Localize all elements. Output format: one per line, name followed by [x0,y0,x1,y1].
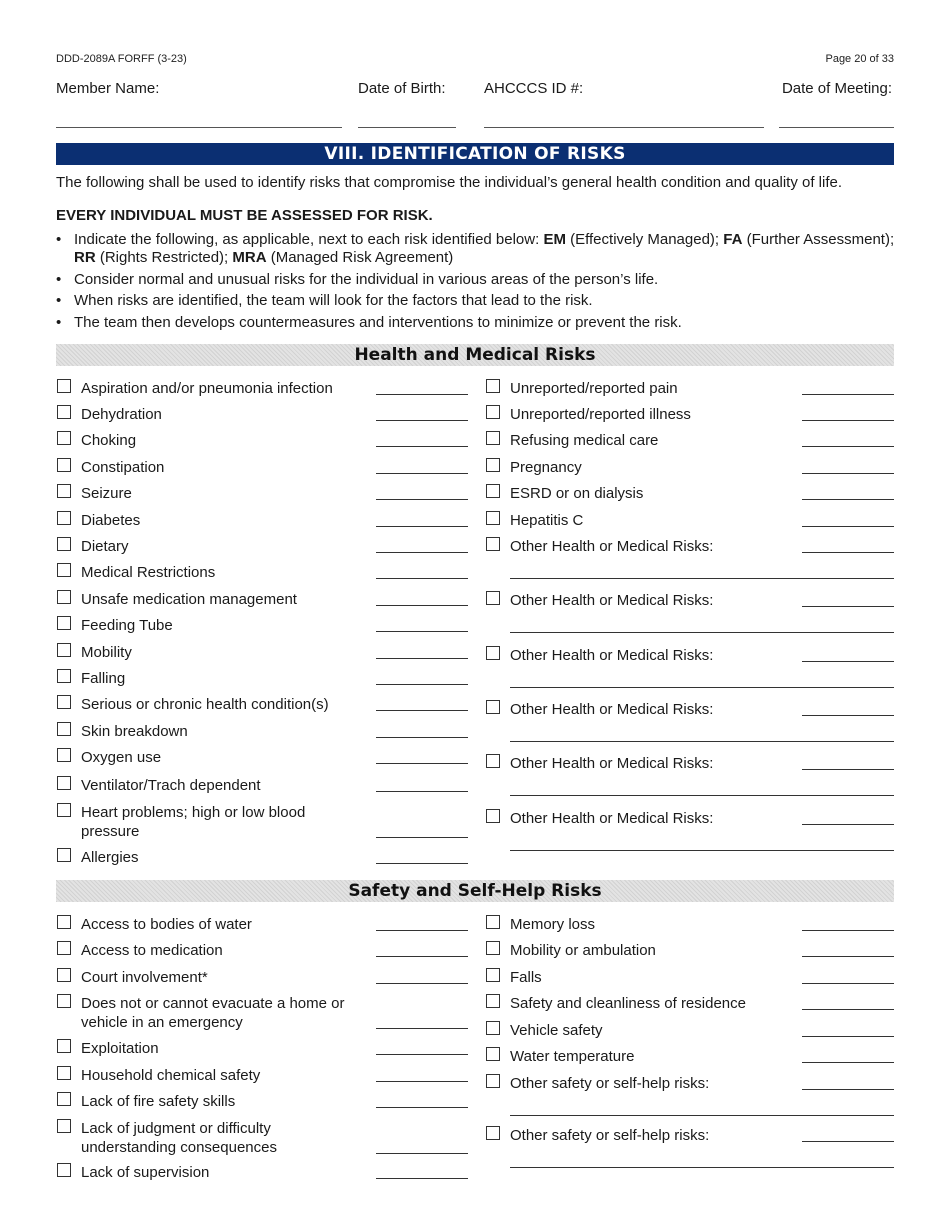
risk-status-field[interactable] [802,661,894,662]
safety-risk-label: Access to bodies of water [81,916,252,933]
checkbox[interactable] [57,1119,71,1133]
risk-status-field[interactable] [376,526,468,527]
checkbox[interactable] [486,700,500,714]
checkbox[interactable] [57,748,71,762]
checkbox[interactable] [486,1126,500,1140]
safety-risk-label: Mobility or ambulation [510,942,656,959]
health-risk-label: Feeding Tube [81,617,173,634]
health-risk-label: Other Health or Medical Risks: [510,755,714,772]
checkbox[interactable] [57,563,71,577]
risk-status-field[interactable] [802,473,894,474]
safety-risk-label: Does not or cannot evacuate a home or vehicle in an emergency [81,995,345,1031]
meeting-date-label: Date of Meeting: [781,80,892,97]
risk-status-field[interactable] [376,420,468,421]
health-risk-label: Other Health or Medical Risks: [510,701,714,718]
risk-status-field[interactable] [376,658,468,659]
safety-risk-label: Memory loss [510,916,596,933]
health-risk-label: Unsafe medication management [81,591,297,608]
risk-status-field[interactable] [802,930,894,931]
checkbox[interactable] [486,511,500,525]
checkbox[interactable] [486,431,500,445]
safety-risk-label: Lack of supervision [81,1164,210,1181]
risk-status-field[interactable] [802,499,894,500]
health-risk-label: Other Health or Medical Risks: [510,810,714,827]
safety-risk-label: Other safety or self-help risks: [510,1127,710,1144]
risk-status-field[interactable] [376,1178,468,1179]
checkbox[interactable] [486,1074,500,1088]
risk-status-field[interactable] [376,956,468,957]
checkbox[interactable] [57,1039,71,1053]
risk-status-field[interactable] [376,837,468,838]
safety-risk-label: Safety and cleanliness of residence [510,995,746,1012]
other-risk-description-field[interactable] [510,1167,894,1168]
checkbox[interactable] [486,968,500,982]
health-risk-label: Medical Restrictions [81,564,216,581]
member-name-field[interactable] [56,127,342,128]
health-risk-label: Dietary [81,538,129,555]
checkbox[interactable] [57,968,71,982]
checkbox[interactable] [486,537,500,551]
safety-risk-label: Court involvement* [81,969,208,986]
health-risk-label: Unreported/reported illness [510,406,691,423]
checkbox[interactable] [57,379,71,393]
health-risk-label: Constipation [81,459,165,476]
checkbox[interactable] [486,1047,500,1061]
health-risk-label: Serious or chronic health condition(s) [81,696,329,713]
health-risk-label: Diabetes [81,512,141,529]
safety-risk-label: Lack of fire safety skills [81,1093,236,1110]
ahcccs-label: AHCCCS ID #: [484,80,584,97]
member-name-label: Member Name: [56,80,160,97]
risk-status-field[interactable] [376,737,468,738]
risk-status-field[interactable] [802,956,894,957]
instructions-list [56,231,896,335]
checkbox[interactable] [57,590,71,604]
checkbox[interactable] [57,1066,71,1080]
health-risk-label: Oxygen use [81,749,162,766]
risk-status-field[interactable] [802,1062,894,1063]
other-risk-description-field[interactable] [510,741,894,742]
safety-risks-heading: Safety and Self-Help Risks [56,880,894,902]
risk-status-field[interactable] [802,394,894,395]
form-id: DDD-2089A FORFF (3-23) [56,53,187,65]
checkbox[interactable] [486,379,500,393]
checkbox[interactable] [57,537,71,551]
health-risk-label: Refusing medical care [510,432,659,449]
health-risk-label: Pregnancy [510,459,582,476]
must-assess-heading: EVERY INDIVIDUAL MUST BE ASSESSED FOR RISK. [56,207,433,224]
checkbox[interactable] [57,431,71,445]
instruction-item: • The team then develops countermeasures and interventions to minimize or prevent the risk. [56,314,896,332]
checkbox[interactable] [57,941,71,955]
checkbox[interactable] [57,484,71,498]
risk-status-field[interactable] [376,1054,468,1055]
health-risk-label: Falling [81,670,126,687]
checkbox[interactable] [486,484,500,498]
instruction-item: • Consider normal and unusual risks for the individual in various areas of the person’s life. [56,271,896,289]
health-risks-heading: Health and Medical Risks [56,344,894,366]
risk-status-field[interactable] [376,605,468,606]
health-risk-label: Allergies [81,849,139,866]
health-risk-label: Other Health or Medical Risks: [510,538,714,555]
ahcccs-field[interactable] [484,127,764,128]
risk-status-field[interactable] [802,715,894,716]
risk-status-field[interactable] [376,684,468,685]
risk-status-field[interactable] [376,791,468,792]
instruction-item: • Indicate the following, as applicable, next to each risk identified below: EM (Effectively Managed); FA (Further Assessment); RR (Rights Restricted); MRA (Managed Risk Agreement) [56,231,896,267]
checkbox[interactable] [486,994,500,1008]
risk-status-field[interactable] [802,983,894,984]
risk-status-field[interactable] [376,983,468,984]
risk-status-field[interactable] [802,446,894,447]
risk-status-field[interactable] [802,1141,894,1142]
checkbox[interactable] [57,1163,71,1177]
other-risk-description-field[interactable] [510,850,894,851]
risk-status-field[interactable] [376,1153,468,1154]
risk-status-field[interactable] [802,526,894,527]
health-risk-label: Heart problems; high or low blood pressure [81,804,306,840]
checkbox[interactable] [486,809,500,823]
meeting-date-field[interactable] [779,127,894,128]
health-risk-label: Skin breakdown [81,723,188,740]
checkbox[interactable] [486,591,500,605]
health-risk-label: ESRD or on dialysis [510,485,644,502]
risk-status-field[interactable] [802,1089,894,1090]
risk-status-field[interactable] [802,1009,894,1010]
safety-risk-label: Access to medication [81,942,223,959]
risk-status-field[interactable] [376,710,468,711]
risk-status-field[interactable] [376,578,468,579]
checkbox[interactable] [57,994,71,1008]
other-risk-description-field[interactable] [510,795,894,796]
safety-risk-label: Falls [510,969,542,986]
checkbox[interactable] [57,776,71,790]
checkbox[interactable] [486,1021,500,1035]
safety-risk-label: Vehicle safety [510,1022,603,1039]
checkbox[interactable] [57,669,71,683]
risk-status-field[interactable] [802,420,894,421]
intro-text: The following shall be used to identify risks that compromise the individual’s general health condition and quality of life. [56,174,843,191]
risk-status-field[interactable] [802,552,894,553]
checkbox[interactable] [57,405,71,419]
other-risk-description-field[interactable] [510,1115,894,1116]
health-risk-label: Ventilator/Trach dependent [81,777,261,794]
checkbox[interactable] [486,646,500,660]
risk-status-field[interactable] [802,606,894,607]
section-title: VIII. IDENTIFICATION OF RISKS [56,143,894,165]
health-risk-label: Dehydration [81,406,162,423]
health-risk-label: Aspiration and/or pneumonia infection [81,380,333,397]
instruction-item: • When risks are identified, the team will look for the factors that lead to the risk. [56,292,896,310]
health-risk-label: Mobility [81,644,132,661]
risk-status-field[interactable] [376,1081,468,1082]
checkbox[interactable] [57,722,71,736]
health-risk-label: Unreported/reported pain [510,380,678,397]
checkbox[interactable] [486,915,500,929]
risk-status-field[interactable] [376,446,468,447]
safety-risk-label: Household chemical safety [81,1067,261,1084]
risk-status-field[interactable] [376,473,468,474]
checkbox[interactable] [486,941,500,955]
risk-status-field[interactable] [802,769,894,770]
other-risk-description-field[interactable] [510,578,894,579]
safety-risk-label: Water temperature [510,1048,635,1065]
dob-label: Date of Birth: [358,80,446,97]
risk-status-field[interactable] [802,1036,894,1037]
risk-status-field[interactable] [376,499,468,500]
health-risk-label: Other Health or Medical Risks: [510,647,714,664]
checkbox[interactable] [57,803,71,817]
other-risk-description-field[interactable] [510,687,894,688]
safety-risk-label: Other safety or self-help risks: [510,1075,710,1092]
checkbox[interactable] [486,458,500,472]
other-risk-description-field[interactable] [510,632,894,633]
checkbox[interactable] [57,643,71,657]
safety-risk-label: Lack of judgment or difficulty understanding consequences [81,1120,277,1156]
risk-status-field[interactable] [376,763,468,764]
risk-status-field[interactable] [376,1107,468,1108]
page-number: Page 20 of 33 [825,53,894,65]
checkbox[interactable] [486,405,500,419]
health-risk-label: Other Health or Medical Risks: [510,592,714,609]
checkbox[interactable] [57,915,71,929]
health-risk-label: Hepatitis C [510,512,584,529]
risk-status-field[interactable] [376,631,468,632]
checkbox[interactable] [486,754,500,768]
dob-field[interactable] [358,127,456,128]
checkbox[interactable] [57,695,71,709]
risk-status-field[interactable] [376,552,468,553]
risk-status-field[interactable] [802,824,894,825]
risk-status-field[interactable] [376,394,468,395]
health-risk-label: Choking [81,432,137,449]
health-risk-label: Seizure [81,485,132,502]
checkbox[interactable] [57,848,71,862]
risk-status-field[interactable] [376,863,468,864]
checkbox[interactable] [57,458,71,472]
checkbox[interactable] [57,511,71,525]
checkbox[interactable] [57,616,71,630]
safety-risk-label: Exploitation [81,1040,159,1057]
risk-status-field[interactable] [376,1028,468,1029]
risk-status-field[interactable] [376,930,468,931]
checkbox[interactable] [57,1092,71,1106]
